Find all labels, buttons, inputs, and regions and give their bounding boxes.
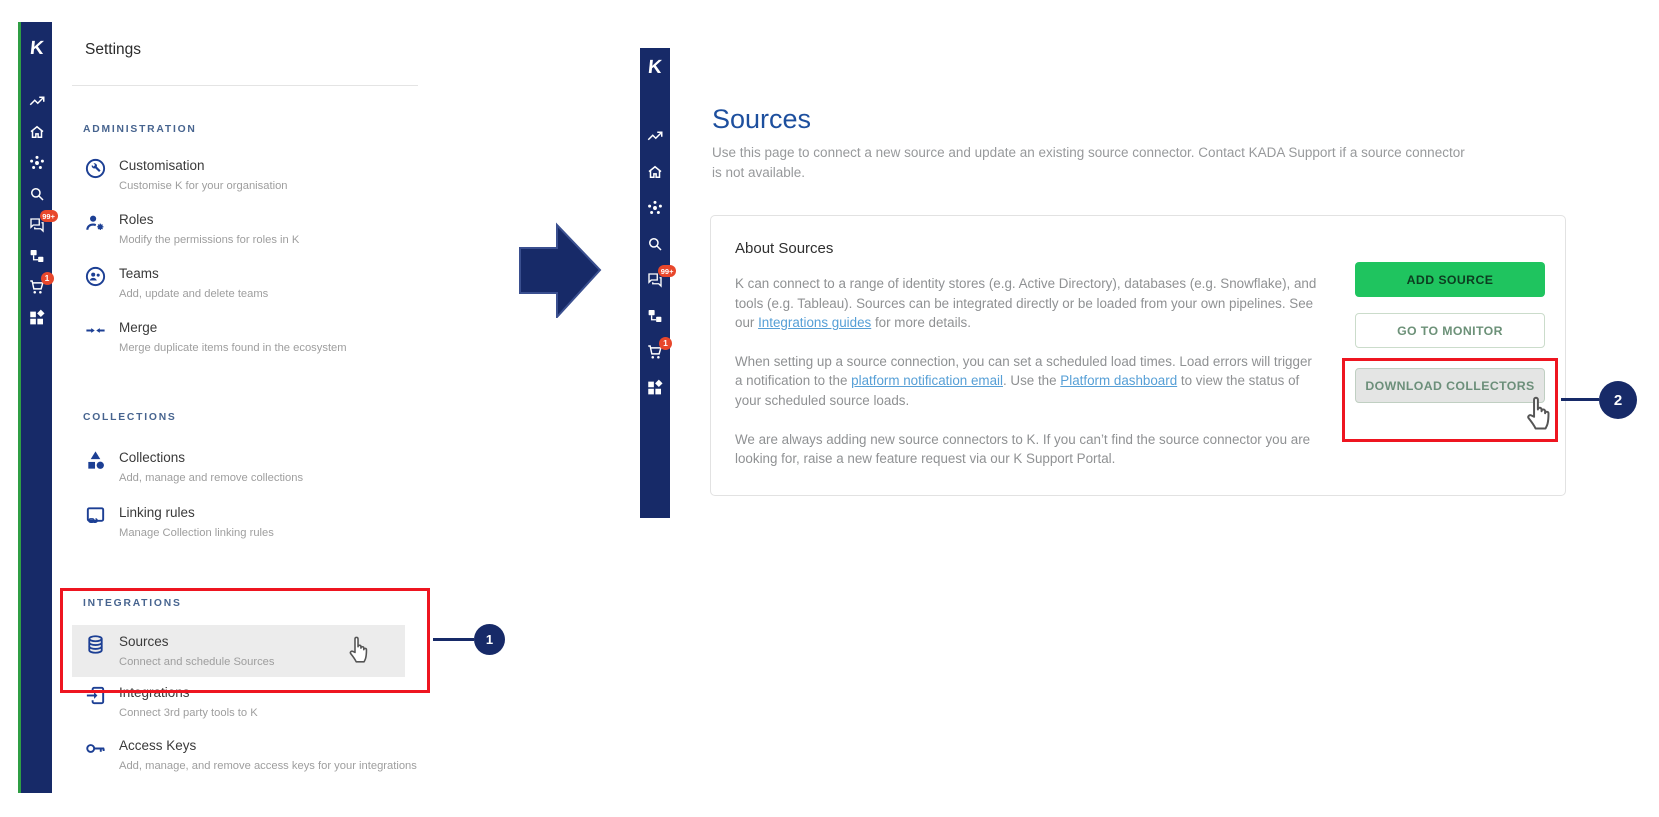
right-sidebar <box>640 48 674 518</box>
item-title: Sources <box>119 634 169 649</box>
callout-connector-1 <box>433 638 474 641</box>
item-subtitle: Add, manage, and remove access keys for your integrations <box>119 760 417 772</box>
item-title: Collections <box>119 450 186 465</box>
k-logo[interactable]: K <box>647 57 664 78</box>
settings-item-customisation[interactable] <box>84 157 288 193</box>
item-subtitle: Modify the permissions for roles in K <box>119 234 300 246</box>
sources-row-content <box>84 633 274 669</box>
merge-icon <box>84 319 107 342</box>
item-subtitle: Add, update and delete teams <box>119 288 269 300</box>
item-subtitle: Connect 3rd party tools to K <box>119 707 258 719</box>
item-subtitle: Customise K for your organisation <box>119 180 288 192</box>
collections-icon <box>84 449 107 472</box>
item-title: Customisation <box>119 158 205 173</box>
platform-notification-email-link[interactable]: platform notification email <box>851 373 1003 389</box>
roles-icon <box>84 211 107 234</box>
item-title: Linking rules <box>119 505 195 520</box>
paragraph-1: K can connect to a range of identity stores (e.g. Active Directory), databases (e.g. Snowflake), and tools (e.g. Tableau). Sources can be integrated directly or be loaded from your own pipelines. See our Integrations guides for more details. <box>735 276 1317 331</box>
settings-page-title: Settings <box>85 41 142 58</box>
paragraph-3: We are always adding new source connectors to K. If you can’t find the source connector you are looking for, raise a new feature request via our K Support Portal. <box>735 431 1311 467</box>
database-icon <box>84 633 107 656</box>
sources-page-title: Sources <box>712 104 812 134</box>
home-icon[interactable] <box>646 163 664 181</box>
chat-notification-badge: 99+ <box>40 210 58 222</box>
platform-dashboard-link[interactable]: Platform dashboard <box>1060 373 1178 389</box>
k-logo[interactable]: K <box>28 38 45 59</box>
item-subtitle: Add, manage and remove collections <box>119 472 304 484</box>
left-sidebar-icons <box>28 92 55 327</box>
settings-item-merge[interactable] <box>84 319 347 355</box>
sources-page-subtitle: Use this page to connect a new source and update an existing source connector. Contact KADA Support if a source connector is not available. <box>712 145 1465 180</box>
trending-up-icon[interactable] <box>28 92 46 110</box>
item-title: Access Keys <box>119 738 197 753</box>
settings-item-integrations[interactable] <box>84 684 258 720</box>
key-icon <box>84 737 107 760</box>
hierarchy-icon[interactable] <box>646 307 664 325</box>
item-title: Roles <box>119 212 154 227</box>
left-sidebar <box>21 22 55 793</box>
settings-item-access-keys[interactable] <box>84 737 417 773</box>
trending-up-icon[interactable] <box>646 127 664 145</box>
section-header-administration: ADMINISTRATION <box>83 124 197 135</box>
home-icon[interactable] <box>28 123 46 141</box>
search-icon[interactable] <box>646 235 664 253</box>
chat-notification-badge: 99+ <box>658 265 676 277</box>
step-badge-2: 2 <box>1599 381 1637 419</box>
download-collectors-button[interactable]: DOWNLOAD COLLECTORS <box>1355 368 1545 403</box>
cart-notification-badge: 1 <box>659 337 672 350</box>
integrations-icon <box>84 684 107 707</box>
widgets-icon[interactable] <box>646 379 664 397</box>
chat-icon[interactable] <box>28 211 55 234</box>
item-subtitle: Merge duplicate items found in the ecosystem <box>119 342 347 354</box>
hub-icon[interactable] <box>28 154 46 172</box>
right-sidebar-icons <box>646 127 674 397</box>
cart-icon[interactable] <box>28 273 50 296</box>
hand-cursor-icon <box>347 632 374 664</box>
settings-item-roles[interactable] <box>84 211 299 247</box>
settings-item-linking-rules[interactable] <box>84 504 274 540</box>
linking-rules-icon <box>84 504 107 527</box>
item-subtitle: Manage Collection linking rules <box>119 527 274 539</box>
title-divider <box>72 85 418 86</box>
transition-arrow <box>515 222 603 318</box>
section-header-integrations: INTEGRATIONS <box>83 598 182 609</box>
integrations-guides-link[interactable]: Integrations guides <box>758 315 872 331</box>
settings-item-teams[interactable] <box>84 265 268 301</box>
about-sources-card <box>710 215 1566 496</box>
item-subtitle: Connect and schedule Sources <box>119 656 275 668</box>
customisation-icon <box>84 157 107 180</box>
item-title: Teams <box>119 266 159 281</box>
hub-icon[interactable] <box>646 199 664 217</box>
card-title: About Sources <box>735 240 834 257</box>
section-header-collections: COLLECTIONS <box>83 412 177 423</box>
step-badge-1: 1 <box>474 624 505 655</box>
item-title: Merge <box>119 320 158 335</box>
search-icon[interactable] <box>28 185 46 203</box>
paragraph-2: When setting up a source connection, you can set a scheduled load times. Load errors will trigger a notification to the platform notification email. Use the Platform dashboard to view the status of your scheduled source loads. <box>735 353 1312 408</box>
hierarchy-icon[interactable] <box>28 247 46 265</box>
settings-item-collections[interactable] <box>84 449 303 485</box>
widgets-icon[interactable] <box>28 309 46 327</box>
cart-icon[interactable] <box>646 338 668 361</box>
teams-icon <box>84 265 107 288</box>
card-body <box>735 274 1317 469</box>
hand-cursor-icon <box>1524 391 1558 431</box>
add-source-button[interactable]: ADD SOURCE <box>1355 262 1545 297</box>
cart-notification-badge: 1 <box>41 272 54 285</box>
callout-connector-2 <box>1561 398 1599 401</box>
item-title: Integrations <box>119 685 190 700</box>
go-to-monitor-button[interactable]: GO TO MONITOR <box>1355 313 1545 348</box>
chat-icon[interactable] <box>646 266 674 289</box>
